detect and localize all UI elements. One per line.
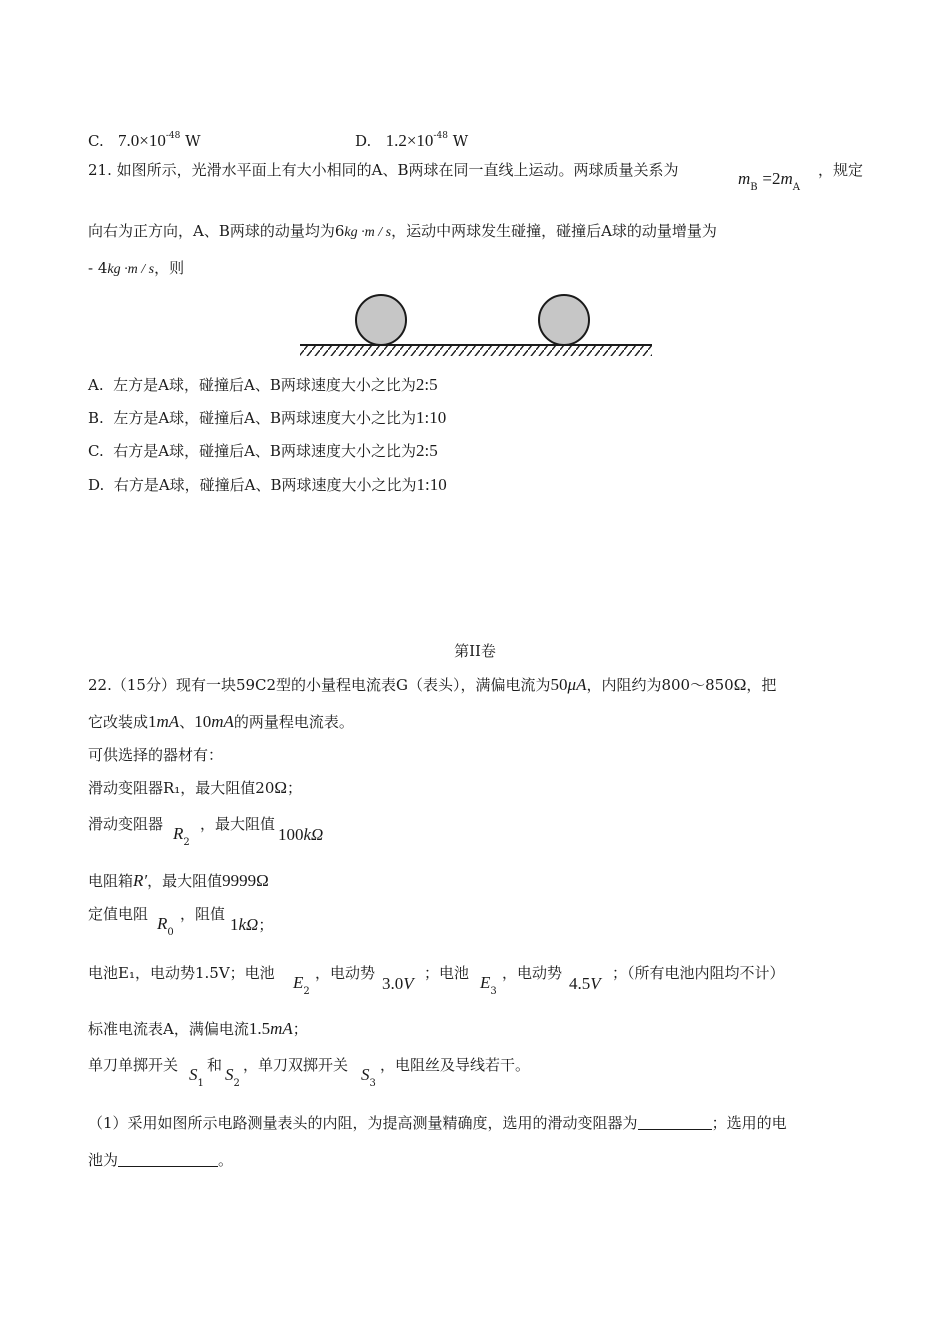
- answer-blank-rheostat[interactable]: [638, 1114, 712, 1130]
- equipment-r0: [88, 903, 148, 925]
- equipment-text: 和: [207, 1056, 223, 1074]
- ohm-symbol: Ω: [274, 778, 288, 797]
- equipment-r2-symbol: [173, 823, 190, 854]
- emf-unit: V: [590, 974, 601, 993]
- equipment-text: ，阻值: [180, 905, 226, 923]
- equipment-switches: [88, 1054, 178, 1076]
- option-label: A.: [88, 376, 104, 394]
- equipment-text: 定值电阻: [88, 905, 149, 923]
- battery-subscript: 3: [490, 986, 497, 997]
- section-title: 第II卷: [454, 642, 496, 660]
- equipment-text: ，最大阻值: [200, 815, 276, 833]
- math-value: 7.0: [118, 131, 140, 150]
- q22-part1-text: ；选用的电: [711, 1114, 787, 1132]
- switch-s2-symbol: [225, 1064, 240, 1095]
- switch-end: [380, 1054, 530, 1076]
- ohm-symbol: Ω: [733, 675, 747, 694]
- equipment-r0-value: [180, 903, 225, 925]
- current-unit: μA: [567, 675, 587, 694]
- q22-line-1: [88, 674, 776, 696]
- equipment-standard-ammeter: [88, 1018, 308, 1040]
- equipment-text: ；电池: [424, 964, 470, 982]
- option-text: 右方是A球，碰撞后A、B两球速度大小之比为: [113, 442, 416, 460]
- answer-blank-battery[interactable]: [118, 1151, 218, 1167]
- math-times: ×10: [406, 131, 434, 150]
- battery-e3-label-a: [424, 962, 469, 984]
- equipment-text: 标准电流表A，满偏电流: [88, 1020, 249, 1038]
- mass-subscript: A: [792, 182, 801, 193]
- option-label: D.: [355, 132, 372, 150]
- momentum-value: 6: [334, 222, 345, 240]
- equipment-text: ，电动势: [502, 964, 563, 982]
- battery-e2-symbol: [293, 972, 310, 1003]
- equipment-r0-symbol: [157, 913, 174, 944]
- q22-part1-line-1: [88, 1112, 787, 1134]
- equipment-text: ，最大阻值: [147, 872, 223, 890]
- range-unit: mA: [211, 712, 234, 731]
- ball-left: [356, 295, 406, 345]
- equipment-text: ，单刀双掷开关: [243, 1056, 349, 1074]
- q22-stem-text: ，把: [746, 676, 777, 694]
- mass-symbol: m: [738, 169, 751, 188]
- q22-stem-text: 的两量程电流表。: [233, 713, 354, 731]
- q21-line-3: [88, 257, 184, 281]
- option-ratio: 2:5: [415, 375, 438, 394]
- mass-subscript: B: [750, 182, 758, 193]
- q22-part1-line-2: [88, 1149, 233, 1171]
- resistance-value: 9999Ω: [222, 871, 269, 890]
- equipment-r2-number: [278, 824, 323, 846]
- option-ratio: 2:5: [415, 441, 438, 460]
- equipment-text: 滑动变阻器: [88, 815, 164, 833]
- momentum-unit: kg ·m / s: [107, 262, 155, 277]
- resistor-subscript: 2: [183, 837, 190, 848]
- resistor-symbol: R: [157, 914, 168, 933]
- emf-unit: V: [403, 974, 414, 993]
- option-ratio: 1:10: [416, 475, 447, 494]
- math-exponent: -48: [165, 131, 181, 141]
- switch-double: [243, 1054, 348, 1076]
- resistor-symbol: R′: [133, 871, 148, 890]
- battery-e2-label: [315, 962, 375, 984]
- resistance-unit: kΩ: [303, 825, 324, 844]
- q22-part1-text: （1）采用如图所示电路测量表头的内阻，为提高测量精确度，选用的滑动变阻器为: [88, 1114, 638, 1132]
- resistor-subscript: 0: [167, 927, 174, 938]
- equipment-r1: [88, 777, 302, 799]
- math-exponent: -48: [433, 131, 448, 141]
- full-scale-current: 50: [550, 675, 568, 694]
- q21-stem-text: ，则: [154, 259, 185, 277]
- equipment-text: ；: [292, 1020, 308, 1038]
- option-label: B.: [88, 409, 104, 427]
- q22-line-3: 可供选择的器材有：: [88, 746, 224, 764]
- equipment-batteries: [88, 962, 275, 984]
- two-balls-figure: [296, 290, 656, 360]
- q21-mass-relation: [738, 168, 800, 199]
- battery-note: [612, 962, 785, 984]
- q22-stem-text: 它改装成: [88, 713, 149, 731]
- option-text: 左方是A球，碰撞后A、B两球速度大小之比为: [113, 376, 416, 394]
- switch-symbol: S: [361, 1065, 370, 1084]
- switch-symbol: S: [225, 1065, 234, 1084]
- option-text: 右方是A球，碰撞后A、B两球速度大小之比为: [113, 476, 417, 494]
- q21-option-c: [88, 440, 438, 462]
- q20-option-d: [355, 125, 468, 152]
- q21-stem-text: 向右为正方向，A、B两球的动量均为: [88, 222, 335, 240]
- range-value: 10: [194, 712, 212, 731]
- q21-line-1-end: [818, 159, 863, 181]
- switch-subscript: 1: [197, 1078, 204, 1089]
- equipment-r0-number: [230, 914, 273, 936]
- emf-value: 4.5: [569, 974, 591, 993]
- equipment-text: 电池E₁，电动势1.5V；电池: [88, 964, 275, 982]
- unit: W: [185, 132, 201, 150]
- battery-symbol: E: [293, 973, 304, 992]
- momentum-change-value: - 4: [88, 259, 108, 277]
- momentum-unit: kg ·m / s: [344, 225, 392, 240]
- equipment-text: 滑动变阻器R₁，最大阻值20: [88, 779, 275, 797]
- option-label: D.: [88, 476, 105, 494]
- q21-option-b: [88, 407, 446, 429]
- q22-stem-text: ，内阻约为800～850: [586, 676, 734, 694]
- emf-value: 3.0: [382, 974, 404, 993]
- ground-hatching: [300, 346, 652, 356]
- battery-subscript: 2: [303, 986, 310, 997]
- option-text: 左方是A球，碰撞后A、B两球速度大小之比为: [113, 409, 417, 427]
- q21-option-d: [88, 474, 447, 496]
- q22-part1-text: 池为: [88, 1151, 119, 1169]
- option-label: C.: [88, 442, 104, 460]
- separator: 、: [179, 713, 195, 731]
- math-times: ×10: [139, 131, 166, 150]
- option-ratio: 1:10: [416, 408, 447, 427]
- q21-stem-text: ，运动中两球发生碰撞，碰撞后A球的动量增量为: [391, 222, 717, 240]
- switch-s1-symbol: [189, 1064, 204, 1095]
- switch-s3-symbol: [361, 1064, 376, 1095]
- q22-line-2: [88, 711, 354, 733]
- equipment-text: ；: [287, 779, 303, 797]
- q20-option-c: [88, 125, 201, 152]
- battery-e3-symbol: [480, 972, 497, 1003]
- battery-symbol: E: [480, 973, 491, 992]
- current-value: 1.5: [248, 1019, 271, 1038]
- battery-e3-value: [569, 973, 601, 995]
- equipment-text: ；（所有电池内阻均不计）: [612, 964, 785, 982]
- q22-stem-text: 22.（15分）现有一块59C2型的小量程电流表G（表头），满偏电流为: [88, 676, 551, 694]
- resistance-value: 1: [230, 915, 239, 934]
- equipment-text: 电阻箱: [88, 872, 134, 890]
- ball-right: [539, 295, 589, 345]
- range-value: 1: [148, 712, 157, 731]
- resistance-value: 100: [278, 825, 304, 844]
- switch-and: [207, 1054, 222, 1076]
- mass-equals: =2: [762, 169, 781, 188]
- equipment-r2-value: [200, 813, 275, 835]
- switch-symbol: S: [189, 1065, 198, 1084]
- equipment-r2: [88, 813, 163, 835]
- resistor-symbol: R: [173, 824, 184, 843]
- equipment-text: ；: [258, 916, 274, 934]
- equipment-text: ，电阻丝及导线若干。: [380, 1056, 531, 1074]
- q21-stem-text: ，规定: [818, 161, 864, 179]
- q22-part1-text: 。: [218, 1151, 234, 1169]
- q21-line-2: [88, 220, 717, 244]
- range-unit: mA: [156, 712, 180, 731]
- equipment-text: 单刀单掷开关: [88, 1056, 179, 1074]
- q21-option-a: [88, 374, 438, 396]
- math-value: 1.2: [385, 131, 407, 150]
- resistance-unit: kΩ: [238, 915, 259, 934]
- equipment-resistance-box: [88, 870, 269, 892]
- switch-subscript: 2: [233, 1078, 240, 1089]
- battery-e2-value: [382, 973, 414, 995]
- option-label: C.: [88, 132, 104, 150]
- q21-line-1: [88, 159, 678, 181]
- equipment-text: ，电动势: [315, 964, 376, 982]
- q21-stem-text: 21. 如图所示，光滑水平面上有大小相同的A、B两球在同一直线上运动。两球质量关系为: [88, 161, 679, 179]
- mass-symbol: m: [780, 169, 793, 188]
- unit: W: [452, 132, 469, 150]
- current-unit: mA: [270, 1019, 293, 1038]
- battery-e3-label-b: [502, 962, 562, 984]
- switch-subscript: 3: [369, 1078, 376, 1089]
